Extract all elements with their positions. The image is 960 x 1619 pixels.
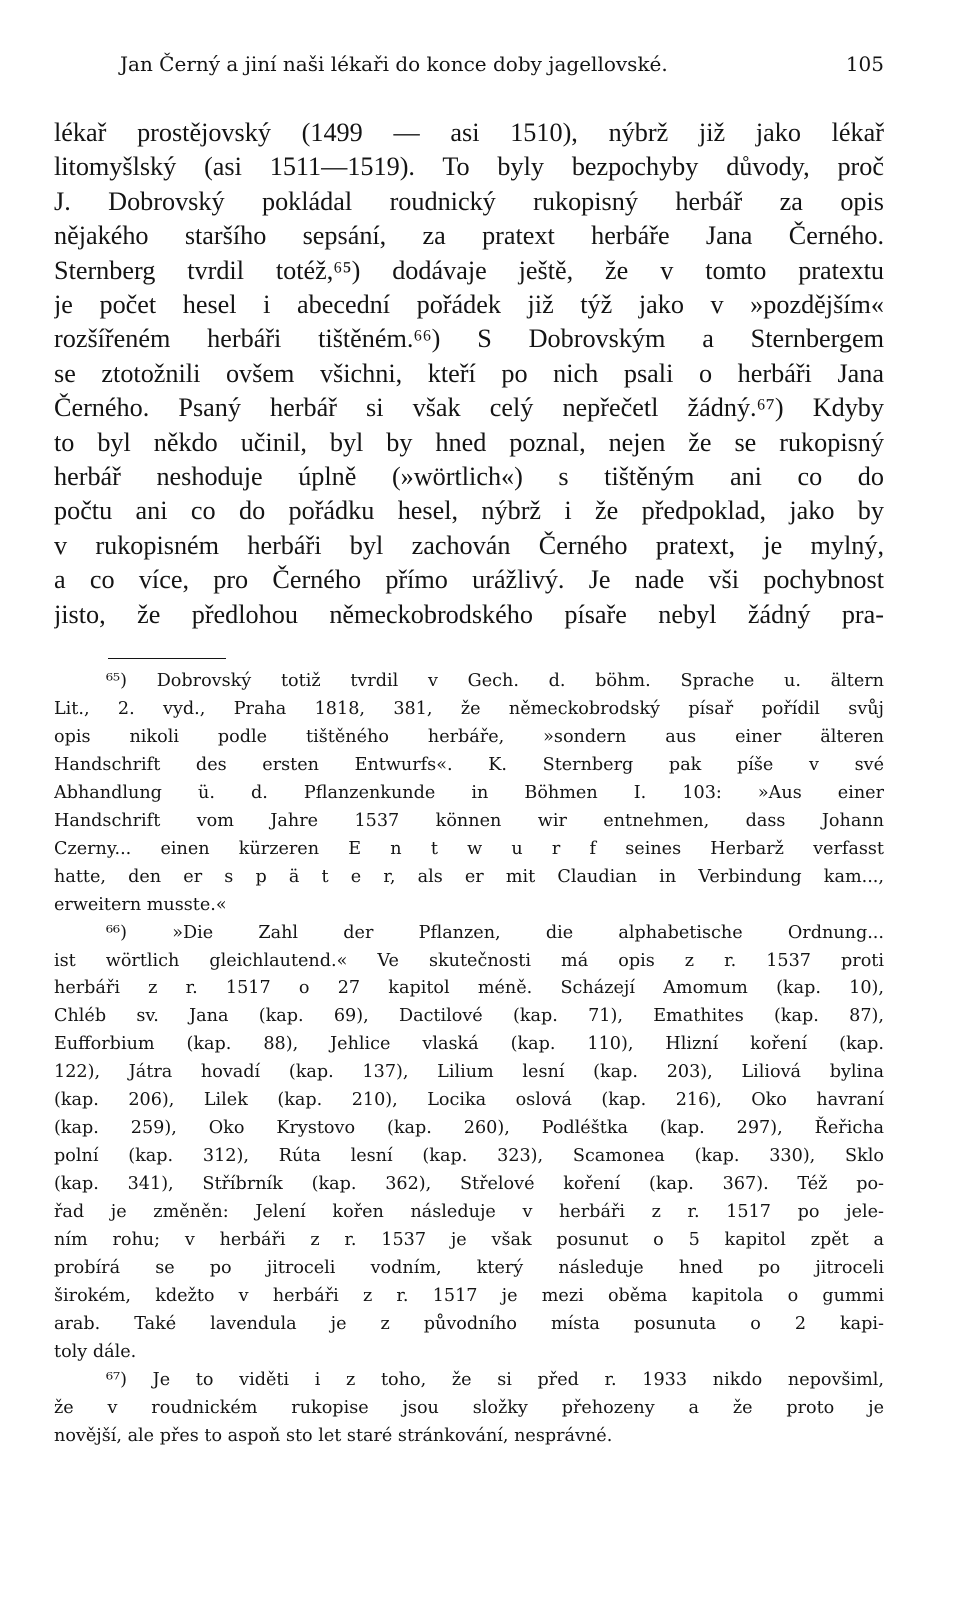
footnote-line: Lit., 2. vyd., Praha 1818, 381, že německobrodský písař pořídil svůj: [54, 698, 884, 719]
text-line: v rukopisném herbáři byl zachován Černého pratext, je mylný,: [54, 530, 884, 560]
footnote-line: Czerny... einen kürzeren E n t w u r f seines Herbarž verfasst: [54, 838, 884, 859]
footnote-line: opis nikoli podle tištěného herbáře, »sondern aus einer älteren: [54, 726, 884, 747]
footnote-line: (kap. 259), Oko Krystovo (kap. 260), Podléštka (kap. 297), Řeřicha: [54, 1118, 884, 1139]
text-line: Černého. Psaný herbář si však celý nepřečetl žádný.⁶⁷) Kdyby: [54, 393, 884, 423]
footnote-65: [54, 668, 884, 920]
running-head: Jan Černý a jiní naši lékaři do konce doby jagellovské.: [120, 52, 668, 76]
footnote-line: širokém, kdežto v herbáři z r. 1517 je mezi oběma kapitola o gummi: [54, 1285, 884, 1306]
footnote-line: (kap. 341), Stříbrník (kap. 362), Střelové koření (kap. 367). Též po-: [54, 1174, 884, 1195]
footnote-line: že v roudnickém rukopise jsou složky přehozeny a že proto je: [54, 1397, 884, 1418]
footnotes: [54, 668, 884, 1451]
text-line: jisto, že předlohou německobrodského písaře nebyl žádný pra-: [54, 599, 884, 629]
footnote-line: řad je změněn: Jelení kořen následuje v herbáři z r. 1517 po jele-: [54, 1202, 884, 1223]
footnote-line: ním rohu; v herbáři z r. 1537 je však posunut o 5 kapitol zpět a: [54, 1230, 884, 1251]
footnote-line: erweitern musste.«: [54, 894, 227, 915]
footnote-line: polní (kap. 312), Rúta lesní (kap. 323), Scamonea (kap. 330), Sklo: [54, 1146, 884, 1167]
footnote-line: Handschrift des ersten Entwurfs«. K. Sternberg pak píše v své: [54, 754, 884, 775]
text-line: J. Dobrovský pokládal roudnický rukopisný herbář za opis: [54, 186, 884, 216]
text-line: a co více, pro Černého přímo urážlivý. Je nade vši pochybnost: [54, 565, 884, 595]
footnote-line: Abhandlung ü. d. Pflanzenkunde in Böhmen I. 103: »Aus einer: [54, 782, 884, 803]
text-line: rozšířeném herbáři tištěném.⁶⁶) S Dobrovským a Sternbergem: [54, 324, 884, 354]
footnote-line: Handschrift vom Jahre 1537 können wir entnehmen, dass Johann: [54, 810, 884, 831]
footnote-line: ist wörtlich gleichlautend.« Ve skutečnosti má opis z r. 1537 proti: [54, 950, 884, 971]
footnote-line: 122), Játra hovadí (kap. 137), Lilium lesní (kap. 203), Liliová bylina: [54, 1062, 884, 1083]
page-header: [54, 52, 884, 92]
footnote-line: hatte, den er s p ä t e r, als er mit Claudian in Verbindung kam...,: [54, 866, 884, 887]
footnote-66: [54, 920, 884, 1367]
footnote-line: toly dále.: [54, 1341, 137, 1362]
footnote-line: ⁶⁵) Dobrovský totiž tvrdil v Gech. d. böhm. Sprache u. ältern: [106, 671, 884, 691]
footnote-67: [54, 1367, 884, 1451]
footnote-line: ⁶⁶) »Die Zahl der Pflanzen, die alphabetische Ordnung...: [106, 922, 884, 943]
text-line: počtu ani co do pořádku hesel, nýbrž i že předpoklad, jako by: [54, 496, 884, 526]
text-line: litomyšlský (asi 1511—1519). To byly bezpochyby důvody, proč: [54, 152, 884, 182]
footnote-line: arab. Také lavendula je z původního místa posunuta o 2 kapi-: [54, 1313, 884, 1334]
text-line: to byl někdo učinil, byl by hned poznal, nejen že se rukopisný: [54, 427, 884, 457]
text-line: Sternberg tvrdil totéž,⁶⁵) dodávaje ještě, že v tomto pratextu: [54, 255, 884, 285]
footnote-line: Eufforbium (kap. 88), Jehlice vlaská (kap. 110), Hlizní koření (kap.: [54, 1034, 884, 1055]
text-line: lékař prostějovský (1499 — asi 1510), nýbrž již jako lékař: [54, 118, 884, 147]
footnote-line: novější, ale přes to aspoň sto let staré stránkování, nesprávné.: [54, 1425, 613, 1446]
page-number: 105: [845, 52, 884, 76]
footnote-line: (kap. 206), Lilek (kap. 210), Locika oslová (kap. 216), Oko havraní: [54, 1090, 884, 1111]
footnote-separator: [108, 658, 226, 659]
footnote-line: herbáři z r. 1517 o 27 kapitol méně. Scházejí Amomum (kap. 10),: [54, 978, 884, 999]
footnote-line: probírá se po jitroceli vodním, který následuje hned po jitroceli: [54, 1258, 884, 1279]
text-line: nějakého staršího sepsání, za pratext herbáře Jana Černého.: [54, 221, 884, 251]
footnote-line: ⁶⁷) Je to viděti i z toho, že si před r. 1933 nikdo nepovšiml,: [106, 1369, 884, 1390]
text-line: herbář neshoduje úplně (»wörtlich«) s tištěným ani co do: [54, 462, 884, 492]
main-text: [54, 116, 884, 632]
footnote-line: Chléb sv. Jana (kap. 69), Dactilové (kap. 71), Emathites (kap. 87),: [54, 1006, 884, 1027]
text-line: je počet hesel i abecední pořádek již týž jako v »pozdějším«: [54, 290, 884, 320]
text-line: se ztotožnili ovšem všichni, kteří po nich psali o herbáři Jana: [54, 358, 884, 388]
